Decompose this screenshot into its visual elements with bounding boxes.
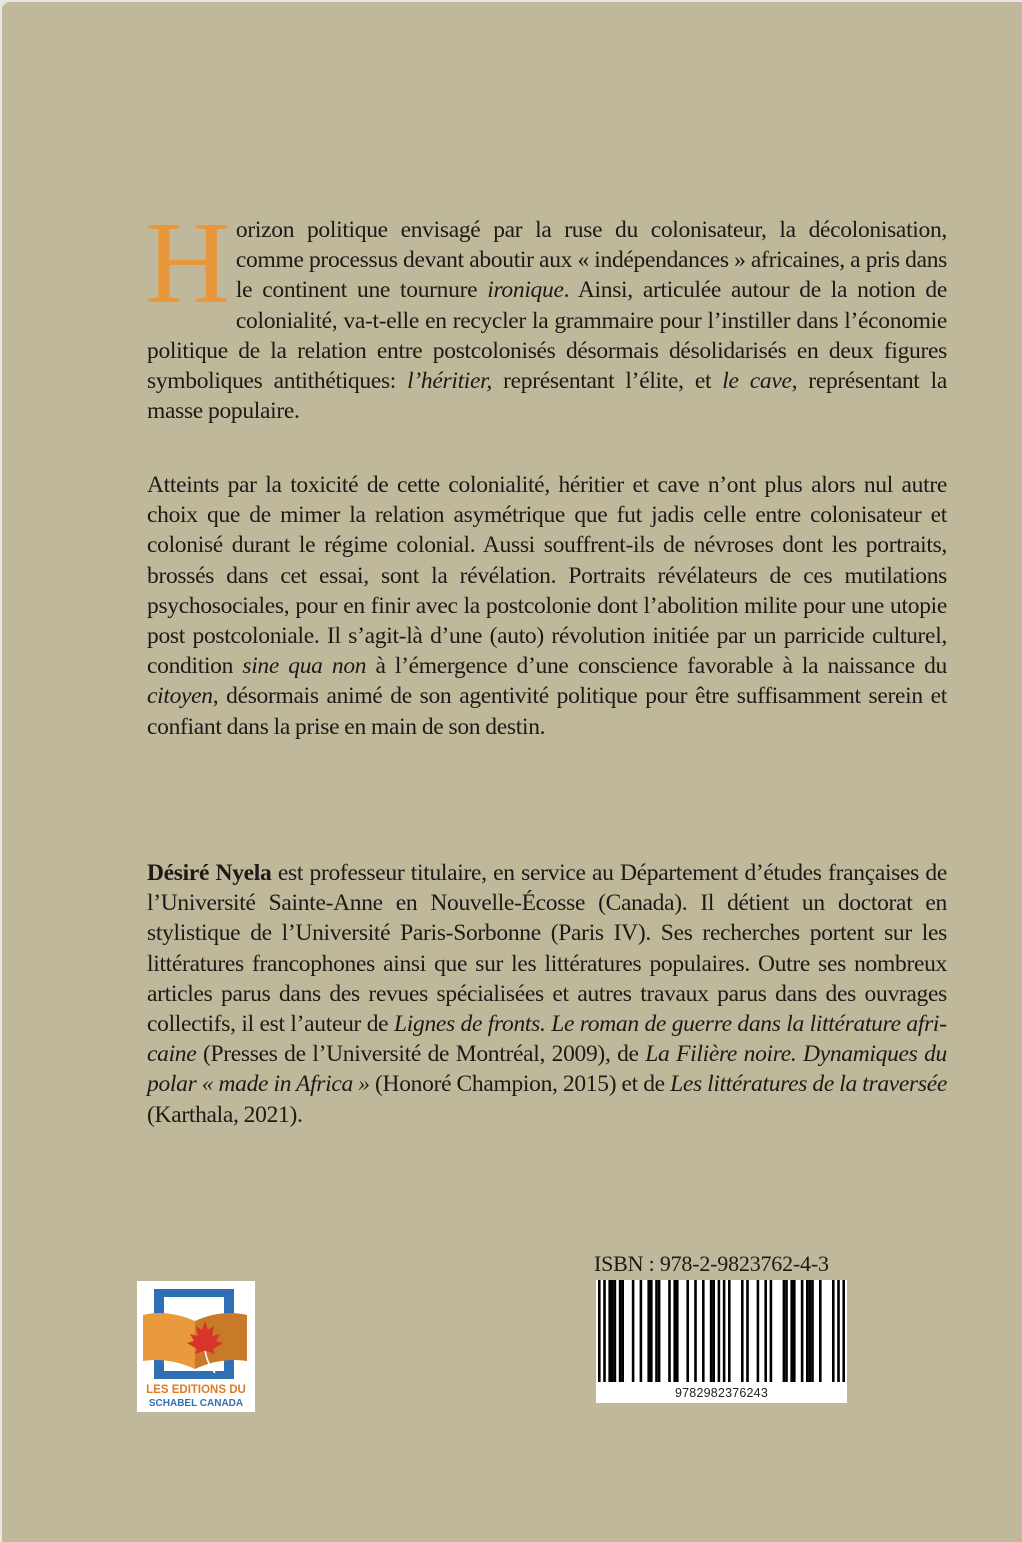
barcode-bar <box>676 1280 679 1382</box>
barcode-bar <box>728 1280 731 1382</box>
barcode-bar <box>611 1280 614 1382</box>
barcode-bar <box>668 1280 671 1382</box>
text-segment: , désormais animé de son agentivité politique pour être suffisamment serein et confiant dans la prise en main de son destin. <box>147 683 947 740</box>
barcode-bar <box>619 1280 622 1382</box>
book-maple-leaf-icon <box>137 1281 255 1412</box>
barcode-bar <box>746 1280 749 1382</box>
publisher-logo <box>137 1281 255 1412</box>
blurb-paragraph-2 <box>147 470 947 742</box>
text-segment: le cave <box>722 368 792 395</box>
barcode-bar <box>764 1280 767 1382</box>
barcode-bars <box>598 1280 845 1382</box>
barcode-bar <box>741 1280 744 1382</box>
text-segment: Atteints par la toxicité de cette colonialité, héritier et cave n’ont plus alors nul autre choix que de mimer la relation asymétrique que fut jadis celle entre colonisateur et colonisé durant le régime colonial. Aussi souffrent-ils de névroses dont les portraits, brossés dans cet essai, sont la révélation. Portraits révélateurs de ces mutilations psychosociales, pour en finir avec la postcolonie dont l’abolition milite pour une utopie post postcoloniale. Il s’agit-là d’une (auto) révolution initiée par un parricide culturel, condition <box>147 472 947 680</box>
barcode-bar <box>718 1280 721 1382</box>
logo-text-line1: LES EDITIONS DU <box>146 1384 246 1396</box>
barcode-bar <box>790 1280 793 1382</box>
barcode-bar <box>806 1280 809 1382</box>
barcode-bar <box>650 1280 653 1382</box>
barcode-bar <box>801 1280 804 1382</box>
barcode-bar <box>655 1280 658 1382</box>
text-segment: à l’émergence d’une conscience favorable à la naissance du <box>366 653 947 680</box>
text-segment: orizon politique envisagé par la ruse du colonisateur, la décolonisation, comme processus devant aboutir aux « indépendances » africaines, a pris dans le continent une tournure <box>235 217 947 304</box>
barcode <box>596 1280 847 1403</box>
barcode-bar <box>832 1280 835 1382</box>
text-segment: Lignes de fronts. Le roman de guerre dans la littérature africaine <box>147 1011 947 1068</box>
text-segment: Les littératures de la traversée <box>670 1071 947 1098</box>
barcode-bar <box>640 1280 643 1382</box>
barcode-bar <box>837 1280 840 1382</box>
text-segment: (Honoré Champion, 2015) et de <box>369 1071 671 1098</box>
barcode-bar <box>811 1280 814 1382</box>
barcode-bar <box>694 1280 697 1382</box>
book-back-cover <box>2 2 1022 1542</box>
text-segment: La Filière noire. Dynamiques du polar « made in Africa » <box>147 1041 947 1098</box>
text-segment: représentant l’élite, et <box>491 368 723 395</box>
barcode-bar <box>621 1280 624 1382</box>
barcode-bar <box>686 1280 689 1382</box>
barcode-bar <box>710 1280 713 1382</box>
text-segment: , représentant la masse populaire. <box>147 368 947 425</box>
drop-cap: H <box>145 197 230 328</box>
barcode-bar <box>757 1280 760 1382</box>
text-segment: ironique <box>487 277 564 304</box>
text-segment: (Karthala, 2021). <box>147 1101 303 1128</box>
barcode-bar <box>783 1280 786 1382</box>
text-segment: sine qua non <box>242 653 367 680</box>
author-bio-text <box>147 858 947 1130</box>
barcode-bar <box>723 1280 726 1382</box>
barcode-bar <box>647 1280 650 1382</box>
blurb-paragraph-2-text <box>147 470 947 742</box>
text-segment: l’héritier, <box>407 368 492 395</box>
barcode-bar <box>658 1280 661 1382</box>
text-segment: (Presses de l’Université de Montréal, 2009), de <box>196 1041 646 1068</box>
blurb-paragraph-1 <box>145 197 947 426</box>
barcode-bar <box>598 1280 601 1382</box>
barcode-bar <box>809 1280 812 1382</box>
barcode-bar <box>785 1280 788 1382</box>
barcode-bar <box>819 1280 822 1382</box>
text-segment: Désiré Nyela <box>147 860 272 886</box>
logo-text-line2: SCHABEL CANADA <box>148 1398 244 1409</box>
barcode-bar <box>842 1280 845 1382</box>
barcode-bar <box>608 1280 611 1382</box>
logo-book-left <box>143 1313 195 1369</box>
barcode-bar <box>770 1280 773 1382</box>
barcode-bar <box>793 1280 796 1382</box>
barcode-bar <box>603 1280 606 1382</box>
blurb-paragraph-1-text <box>145 197 947 426</box>
barcode-bar <box>673 1280 676 1382</box>
barcode-digits: 9782982376243 <box>675 1386 768 1400</box>
author-bio <box>147 858 947 1130</box>
isbn-label: ISBN : 978-2-9823762-4-3 <box>594 1251 829 1276</box>
barcode-bar <box>712 1280 715 1382</box>
barcode-bar <box>632 1280 635 1382</box>
barcode-bar <box>702 1280 705 1382</box>
text-segment: citoyen <box>147 683 213 710</box>
text-segment: . Ainsi, articulée autour de la notion de colonialité, va-t-elle en recycler la grammaire pour l’instiller dans l’économie politique de la relation entre postcolonisés désormais désolidarisés en deux figures symboliques antithétiques: <box>147 277 947 395</box>
text-segment: est professeur titulaire, en service au Département d’études françaises de l’Université Sainte-Anne en Nouvelle-Écosse (Canada). Il détient un doctorat en stylistique de l’Université Paris-Sorbonne (Paris IV). Ses recherches portent sur les littératures francophones ainsi que sur les littératures populaires. Outre ses nombreux articles parus dans des revues spécialisées et autres travaux parus dans des ouvrages collectifs, il est l’auteur de <box>147 860 947 1038</box>
barcode-bar <box>614 1280 617 1382</box>
